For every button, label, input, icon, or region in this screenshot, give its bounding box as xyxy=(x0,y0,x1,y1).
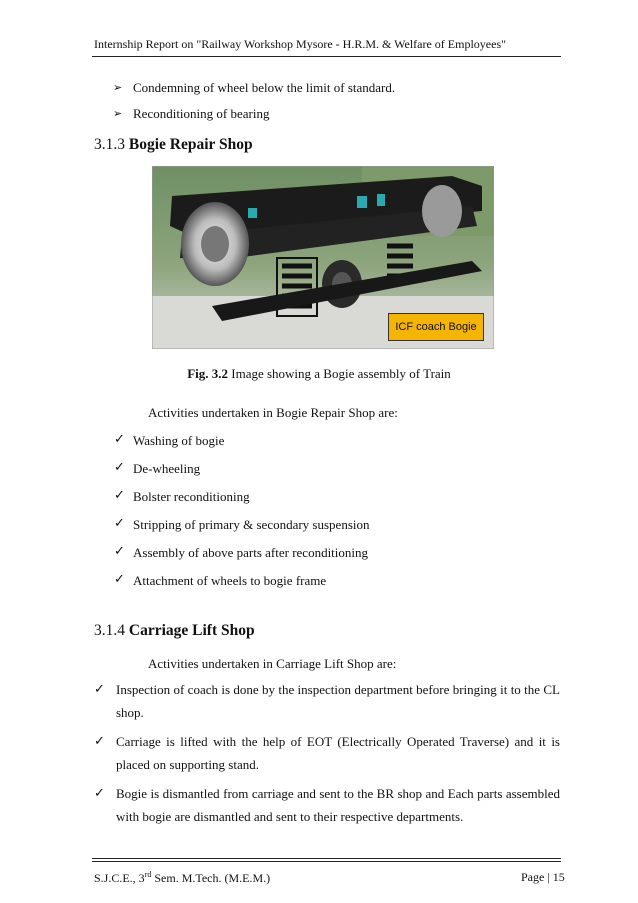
bogie-activity-item: Stripping of primary & secondary suspension xyxy=(133,517,370,532)
arrow-bullet-icon: ➢ xyxy=(113,82,123,94)
checkmark-icon: ✓ xyxy=(114,572,125,587)
checkmark-icon: ✓ xyxy=(94,786,105,801)
checkmark-icon: ✓ xyxy=(114,544,125,559)
figure-caption: Fig. 3.2 Image showing a Bogie assembly of Train xyxy=(187,366,451,381)
page-number: Page | 15 xyxy=(521,870,565,884)
header-rule xyxy=(92,56,561,57)
footer-rule-thin xyxy=(92,861,561,862)
bogie-activity-item: Attachment of wheels to bogie frame xyxy=(133,573,327,588)
bogie-activity-item: Bolster reconditioning xyxy=(133,489,250,504)
carriage-activity-item: Carriage is lifted with the help of EOT (Electrically Operated Traverse) and it is placed on supporting stand. xyxy=(116,734,560,772)
bullet-text: Reconditioning of bearing xyxy=(133,106,270,121)
arrow-bullet-icon: ➢ xyxy=(113,108,123,120)
figure-label-box: ICF coach Bogie xyxy=(388,313,484,341)
checkmark-icon: ✓ xyxy=(114,432,125,447)
carriage-intro-text: Activities undertaken in Carriage Lift Shop are: xyxy=(148,656,397,671)
bogie-activity-item: Assembly of above parts after reconditioning xyxy=(133,545,369,560)
footer-course: S.J.C.E., 3rd Sem. M.Tech. (M.E.M.) xyxy=(94,870,271,885)
bogie-activity-item: Washing of bogie xyxy=(133,433,225,448)
checkmark-icon: ✓ xyxy=(94,682,105,697)
carriage-activity-item: Bogie is dismantled from carriage and sent to the BR shop and Each parts assembled with bogie are dismantled and sent to their respective departments. xyxy=(116,786,560,824)
checkmark-icon: ✓ xyxy=(114,516,125,531)
bogie-intro-text: Activities undertaken in Bogie Repair Shop are: xyxy=(148,405,398,420)
checkmark-icon: ✓ xyxy=(114,460,125,475)
running-header: Internship Report on "Railway Workshop Mysore - H.R.M. & Welfare of Employees" xyxy=(94,37,507,51)
bullet-text: Condemning of wheel below the limit of standard. xyxy=(133,80,396,95)
checkmark-icon: ✓ xyxy=(114,488,125,503)
checkmark-icon: ✓ xyxy=(94,734,105,749)
carriage-activity-item: Inspection of coach is done by the inspection department before bringing it to the CL shop. xyxy=(116,682,560,720)
section-heading-bogie: 3.1.3 Bogie Repair Shop xyxy=(94,136,253,153)
bogie-activity-item: De-wheeling xyxy=(133,461,201,476)
footer-rule xyxy=(92,858,561,859)
section-heading-carriage: 3.1.4 Carriage Lift Shop xyxy=(94,622,255,639)
